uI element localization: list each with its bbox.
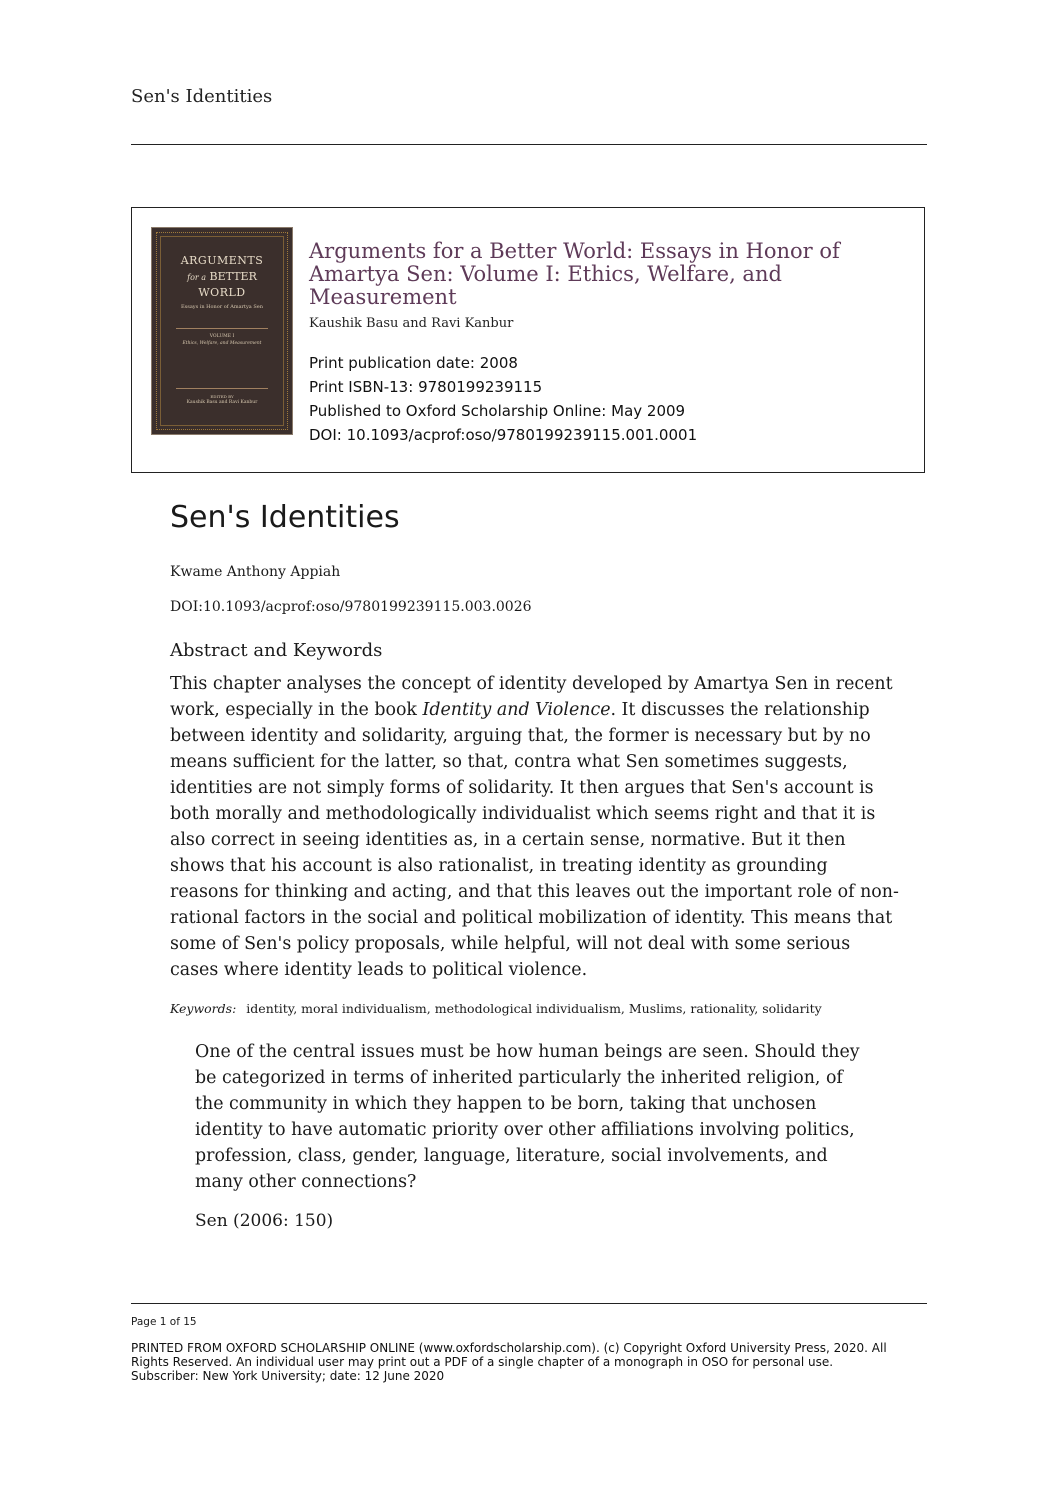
cover-subtitle: Essays in Honor of Amartya Sen: [181, 304, 263, 310]
running-head: Sen's Identities: [131, 86, 273, 107]
cover-line-2: for a BETTER: [187, 270, 257, 283]
book-title[interactable]: Arguments for a Better World: Essays in Honor of Amartya Sen: Volume I: Ethics, Welfare, and Measurement: [309, 239, 840, 309]
chapter-doi: DOI:10.1093/acprof:oso/9780199239115.003.0026: [170, 599, 532, 615]
print-isbn: Print ISBN-13: 9780199239115: [309, 378, 543, 396]
cover-line-3: WORLD: [198, 286, 246, 299]
chapter-author: Kwame Anthony Appiah: [170, 564, 341, 580]
book-info-box: [131, 207, 925, 473]
keywords-list: identity, moral individualism, methodological individualism, Muslims, rationality, solidarity: [246, 1001, 822, 1016]
keywords: [170, 1001, 822, 1016]
cover-editors: Kaushik Basu and Ravi Kanbur: [186, 400, 258, 405]
cover-divider: [176, 388, 268, 389]
book-details: [309, 240, 909, 447]
book-cover-image: [151, 227, 293, 435]
cover-volume-title: Ethics, Welfare, and Measurement: [182, 341, 262, 346]
book-doi: DOI: 10.1093/acprof:oso/9780199239115.001.0001: [309, 426, 698, 444]
header-rule: [131, 144, 927, 145]
print-date: Print publication date: 2008: [309, 354, 518, 372]
page-number: Page 1 of 15: [131, 1316, 197, 1328]
abstract-heading: Abstract and Keywords: [170, 640, 383, 661]
epigraph-quote: One of the central issues must be how human beings are seen. Should they be categorized in terms of inherited particularly the inherited religion, of the community in which they happen to be born, taking that unchosen identity to have automatic priority over other affiliations involving politics, profession, class, gender, language, literature, social involvements, and many other connections?: [195, 1042, 860, 1192]
epigraph-source: Sen (2006: 150): [195, 1211, 334, 1231]
cover-line-1: ARGUMENTS: [180, 254, 264, 267]
subscriber-line: Subscriber: New York University; date: 12 June 2020: [131, 1369, 445, 1383]
cover-divider: [176, 328, 268, 329]
footer-rule: [131, 1303, 927, 1304]
keywords-label: Keywords:: [170, 1001, 237, 1016]
chapter-title: Sen's Identities: [170, 500, 400, 535]
cover-volume: VOLUME I: [209, 334, 235, 339]
cover-edited-by: EDITED BY: [210, 394, 234, 399]
online-publication: Published to Oxford Scholarship Online: May 2009: [309, 402, 686, 420]
book-reference: Identity and Violence: [422, 700, 611, 720]
abstract-text: This chapter analyses the concept of identity developed by Amartya Sen in recent work, especially in the book Identity and Violence. It discusses the relationship between identity and solidarity, arguing that, the former is necessary but by no means sufficient for the latter, so that, contra what Sen sometimes suggests, identities are not simply forms of solidarity. It then argues that Sen's account is both morally and methodologically individualist which seems right and that it is also correct in seeing identities as, in a certain sense, normative. But it then shows that his account is also rationalist, in treating identity as grounding reasons for thinking and acting, and that this leaves out the important role of non-rational factors in the social and political mobilization of identity. This means that some of Sen's policy proposals, while helpful, will not deal with some serious cases where identity leads to political violence.: [170, 674, 899, 980]
copyright-notice: PRINTED FROM OXFORD SCHOLARSHIP ONLINE (www.oxfordscholarship.com). (c) Copyright Oxford University Press, 2020. All Rights Reserved. An individual user may print out a PDF of a single chapter of a monograph in OSO for personal use. Subscriber: New York University; date: 12 June 2020: [131, 1341, 921, 1383]
book-metadata: [309, 351, 909, 447]
book-editors: Kaushik Basu and Ravi Kanbur: [309, 316, 514, 331]
